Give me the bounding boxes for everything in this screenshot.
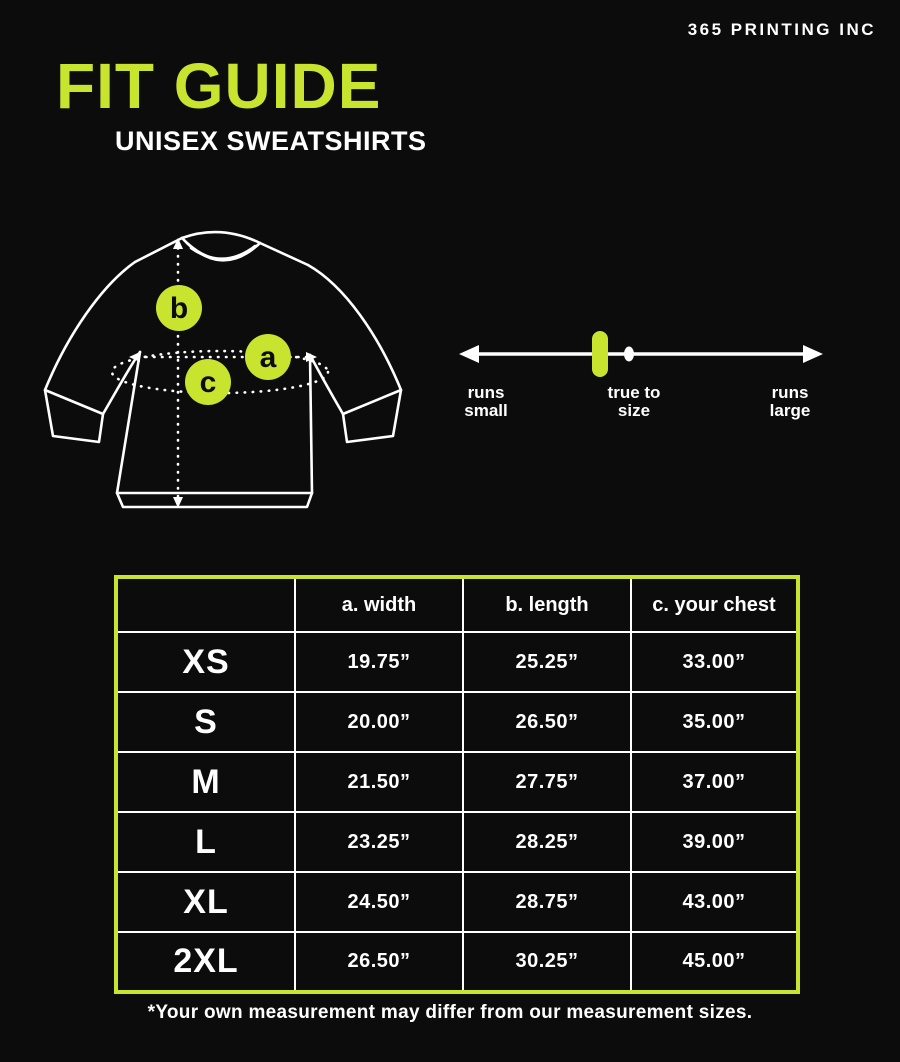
page-title: FIT GUIDE [56,50,382,122]
size-label: S [116,692,295,752]
size-table-container [114,575,800,994]
width-value: 21.50” [295,752,463,812]
table-header-row [116,577,798,632]
table-row-2xl [116,932,798,992]
center-tick-dot [624,347,634,362]
measurement-disclaimer: *Your own measurement may differ from our measurement sizes. [147,1002,753,1023]
table-row-m [116,752,798,812]
header-chest: c. your chest [631,577,798,632]
chest-value: 37.00” [631,752,798,812]
sweatshirt-outline-icon [33,222,445,522]
fit-scale [455,320,827,430]
table-row-l [116,812,798,872]
width-value: 20.00” [295,692,463,752]
table-row-s [116,692,798,752]
table-row-xs [116,632,798,692]
size-label: L [116,812,295,872]
runs-large-label: runs large [769,383,811,421]
length-value: 28.75” [463,872,631,932]
chest-value: 39.00” [631,812,798,872]
header-width: a. width [295,577,463,632]
size-label: M [116,752,295,812]
size-table [114,575,800,994]
marker-c-label: c [199,366,217,399]
size-label: 2XL [116,932,295,992]
chest-value: 33.00” [631,632,798,692]
chest-value: 45.00” [631,932,798,992]
length-value: 28.25” [463,812,631,872]
fit-scale-arrow-icon [455,320,827,384]
page-subtitle: UNISEX SWEATSHIRTS [115,126,427,156]
width-value: 24.50” [295,872,463,932]
length-value: 26.50” [463,692,631,752]
marker-a-label: a [259,341,277,374]
chest-value: 35.00” [631,692,798,752]
header-length: b. length [463,577,631,632]
marker-b-label: b [169,292,189,325]
size-label: XL [116,872,295,932]
size-label: XS [116,632,295,692]
fit-indicator-marker [592,331,608,377]
length-value: 27.75” [463,752,631,812]
width-value: 23.25” [295,812,463,872]
sweatshirt-diagram [33,222,445,522]
runs-small-label: runs small [464,383,508,421]
brand-name: 365 PRINTING INC [687,20,876,39]
length-value: 30.25” [463,932,631,992]
table-row-xl [116,872,798,932]
length-value: 25.25” [463,632,631,692]
header-size [116,577,295,632]
width-value: 26.50” [295,932,463,992]
width-value: 19.75” [295,632,463,692]
true-to-size-label: true to size [607,383,661,421]
chest-value: 43.00” [631,872,798,932]
